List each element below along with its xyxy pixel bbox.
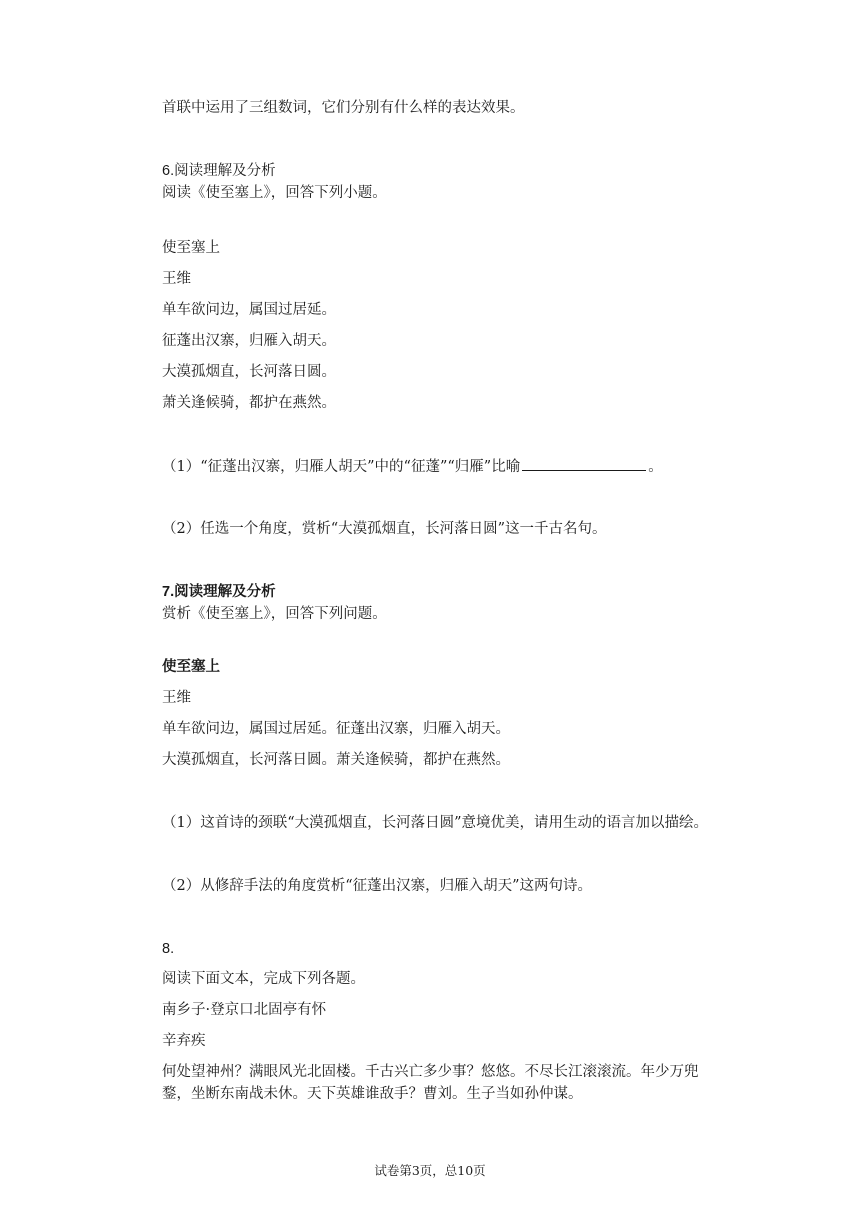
q8-poem-text: 何处望神州？满眼风光北固楼。千古兴亡多少事？悠悠。不尽长江滚滚流。年少万兜 [162, 1064, 699, 1080]
q6-poem-line: 征蓬出汉寨，归雁入胡天。 [162, 333, 336, 349]
q7-number: 7. [162, 584, 175, 600]
q6-number: 6. [162, 163, 175, 179]
q7-poem-title: 使至塞上 [162, 658, 220, 675]
q7-poem-line: 大漠孤烟直，长河落日圆。萧关逢候骑，都护在燕然。 [162, 752, 510, 768]
q8-poem-text: 鍪，坐断东南战未休。天下英雄谁敌手？曹刘。生子当如孙仲谋。 [162, 1086, 583, 1102]
q6-author: 王维 [162, 271, 191, 287]
intro-question: 首联中运用了三组数词，它们分别有什么样的表达效果。 [162, 100, 525, 116]
q6-poem-title: 使至塞上 [162, 240, 220, 256]
q8-prompt: 阅读下面文本，完成下列各题。 [162, 971, 365, 987]
q6-type: 阅读理解及分析 [174, 163, 276, 179]
q6-prompt: 阅读《使至塞上》，回答下列小题。 [162, 185, 387, 201]
q7-type: 阅读理解及分析 [174, 583, 276, 600]
q6-sub2: （2）任选一个角度，赏析“大漠孤烟直，长河落日圆”这一千古名句。 [162, 521, 607, 537]
q6-poem-line: 萧关逢候骑，都护在燕然。 [162, 395, 336, 411]
q8-poem-title: 南乡子·登京口北固亭有怀 [162, 1002, 327, 1018]
q7-sub1: （1）这首诗的颈联“大漠孤烟直，长河落日圆”意境优美，请用生动的语言加以描绘。 [162, 815, 709, 831]
q6-poem-line: 单车欲问边，属国过居延。 [162, 302, 336, 318]
q8-author: 辛弃疾 [162, 1033, 206, 1049]
q8-number: 8. [162, 941, 175, 957]
q7-sub2: （2）从修辞手法的角度赏析“征蓬出汉寨，归雁入胡天”这两句诗。 [162, 878, 593, 894]
q6-sub1 [162, 456, 663, 477]
q6-poem-line: 大漠孤烟直，长河落日圆。 [162, 364, 336, 380]
page-footer: 试卷第3页，总10页 [374, 1163, 486, 1178]
q7-author: 王维 [162, 690, 191, 706]
q6-sub1-text: （1）“征蓬出汉寨，归雁人胡天”中的“征蓬”“归雁”比喻 [162, 459, 521, 475]
q6-sub1-end: 。 [648, 459, 663, 475]
q7-poem-line: 单车欲问边，属国过居延。征蓬出汉寨，归雁入胡天。 [162, 721, 510, 737]
answer-blank[interactable] [522, 456, 646, 471]
q7-prompt: 赏析《使至塞上》，回答下列问题。 [162, 606, 387, 622]
q7-heading [162, 582, 276, 602]
q6-heading [162, 161, 276, 181]
